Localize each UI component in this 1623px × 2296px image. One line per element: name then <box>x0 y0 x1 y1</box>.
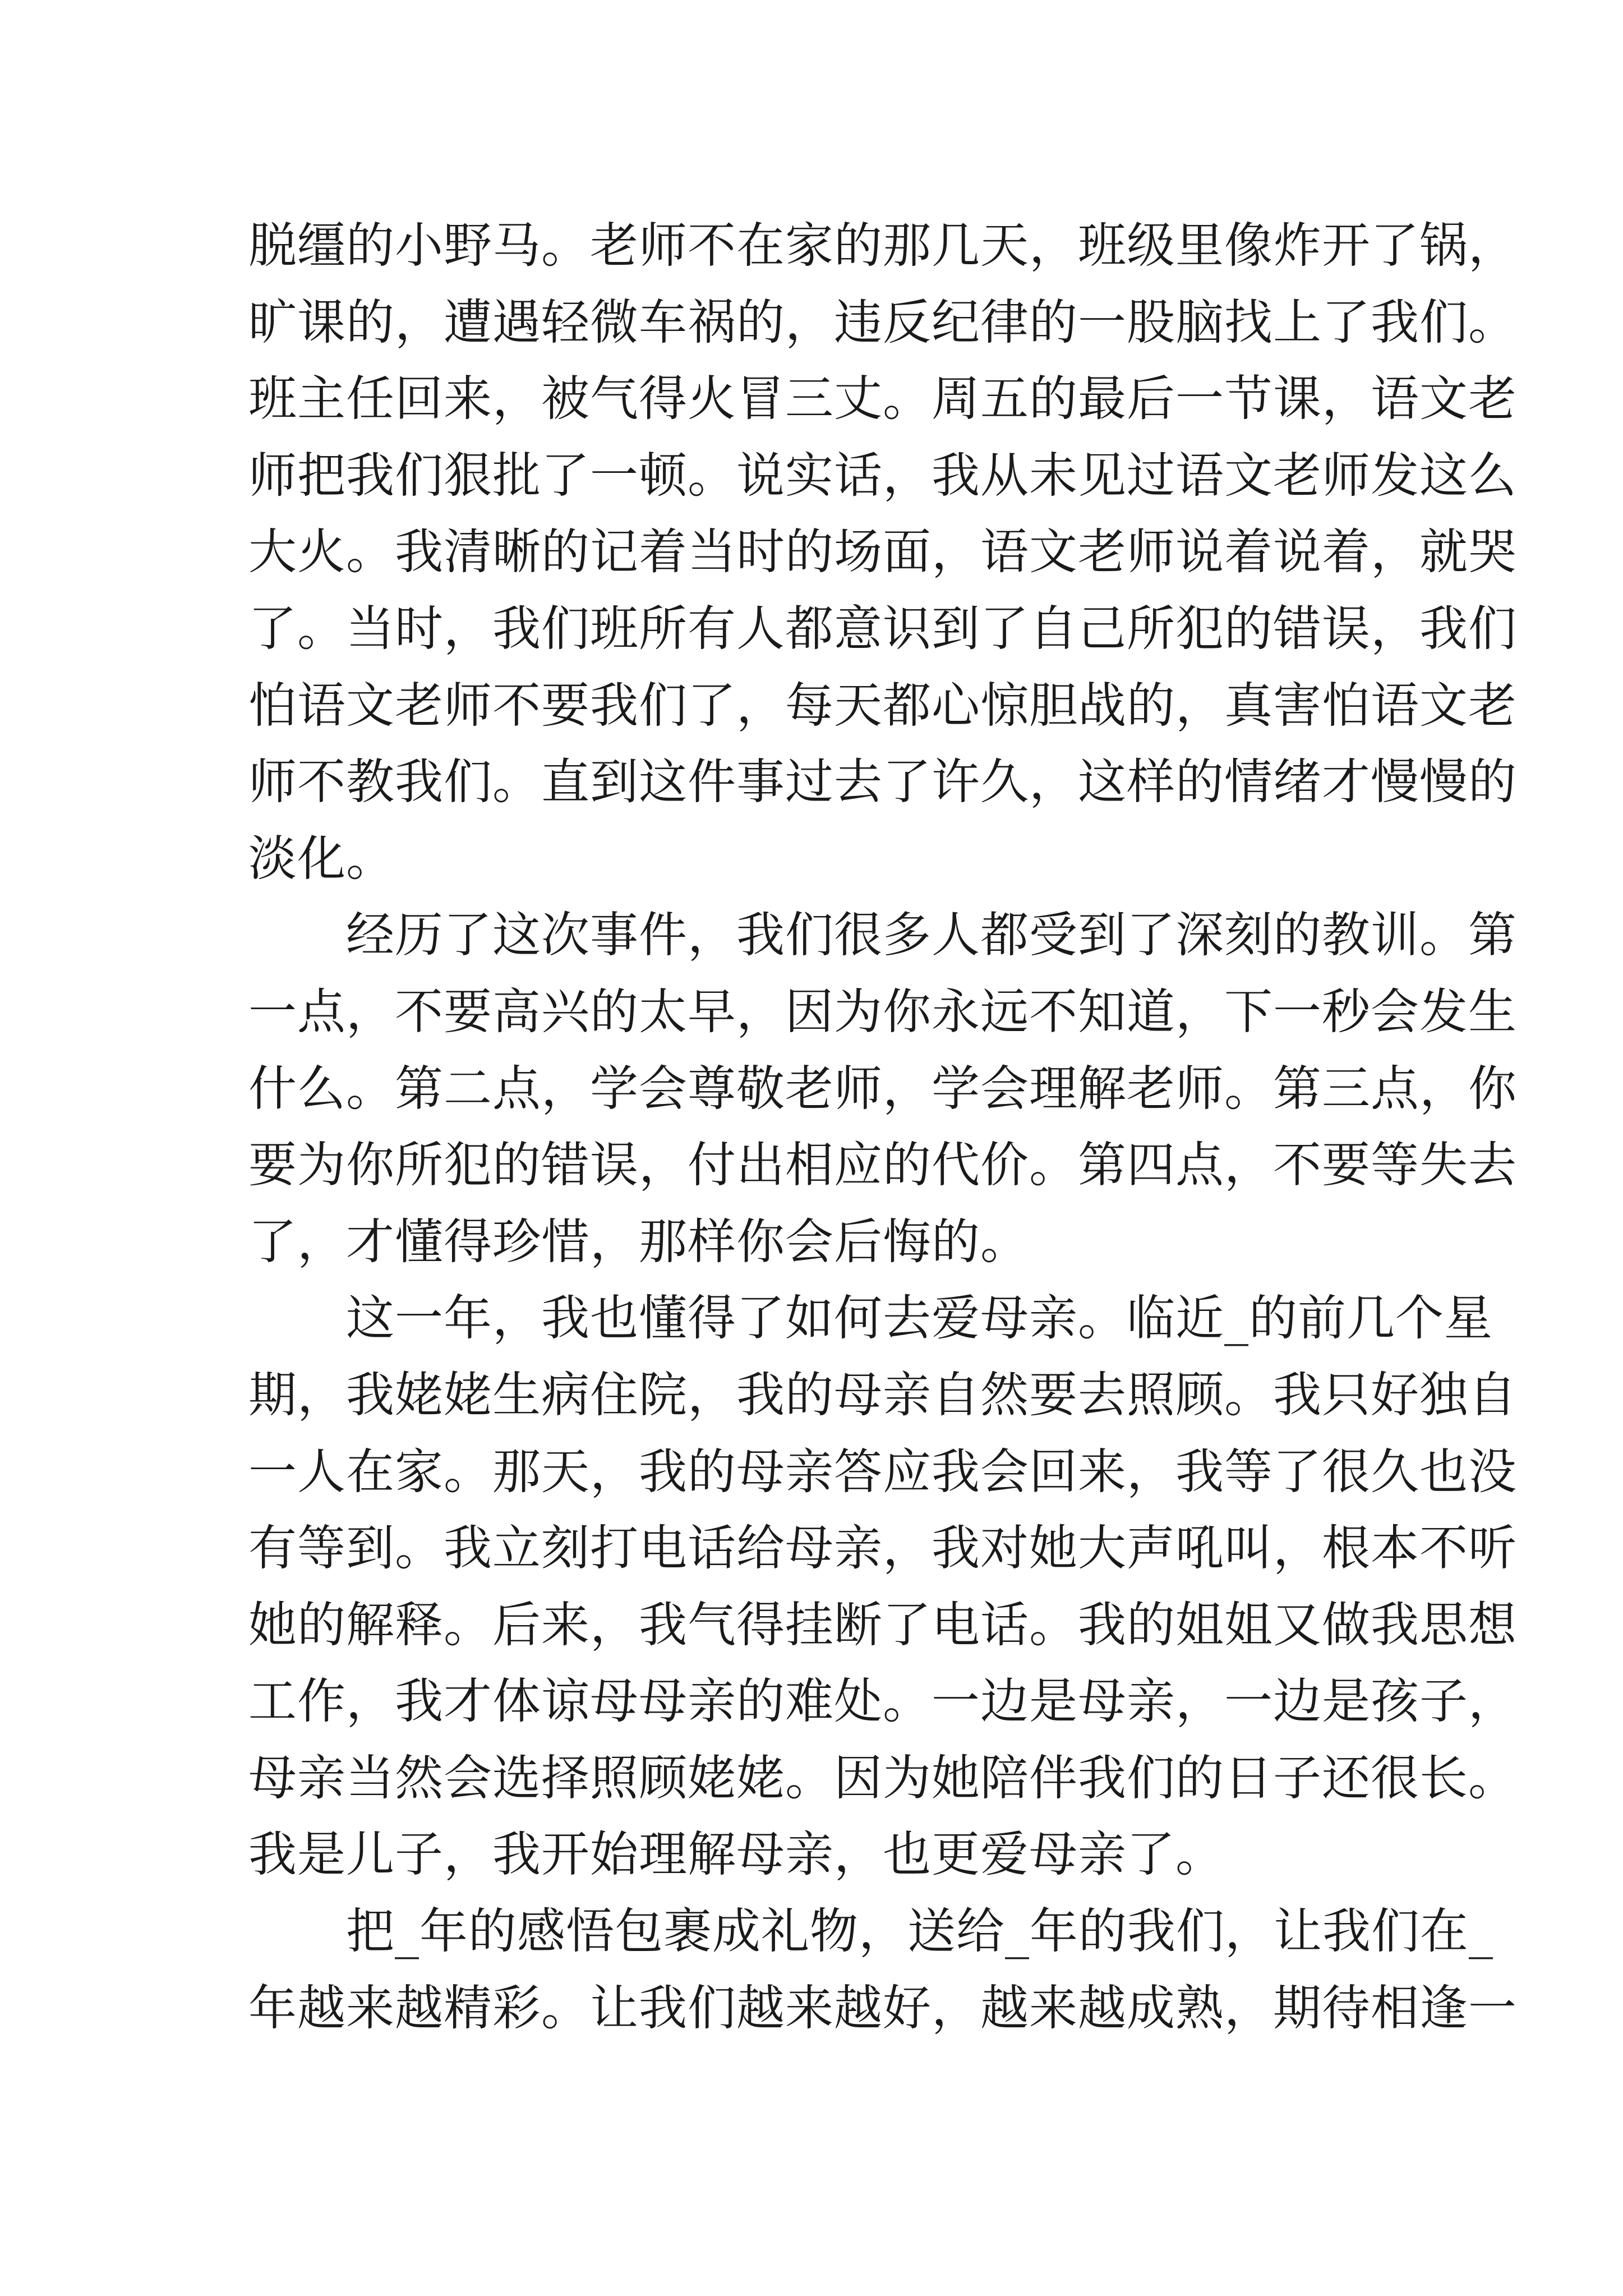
text-line: 期，我姥姥生病住院，我的母亲自然要去照顾。我只好独自 <box>248 1366 1517 1423</box>
text-line: 了。当时，我们班所有人都意识到了自己所犯的错误，我们 <box>248 600 1517 657</box>
text-line: 有等到。我立刻打电话给母亲，我对她大声吼叫，根本不听 <box>248 1520 1517 1577</box>
text-line: 淡化。 <box>248 830 395 887</box>
text-line: 脱缰的小野马。老师不在家的那几天，班级里像炸开了锅， <box>248 218 1517 274</box>
text-line: 班主任回来，被气得火冒三丈。周五的最后一节课，语文老 <box>248 371 1517 427</box>
text-line: 工作，我才体谅母母亲的难处。一边是母亲，一边是孩子， <box>248 1673 1517 1730</box>
body-text <box>248 208 1517 2046</box>
text-line: 年越来越精彩。让我们越来越好，越来越成熟，期待相逢一 <box>248 1980 1517 2036</box>
text-line: 了，才懂得珍惜，那样你会后悔的。 <box>248 1213 1029 1270</box>
text-line: 旷课的，遭遇轻微车祸的，违反纪律的一股脑找上了我们。 <box>248 294 1517 351</box>
text-line: 什么。第二点，学会尊敬老师，学会理解老师。第三点，你 <box>248 1060 1517 1117</box>
text-line: 要为你所犯的错误，付出相应的代价。第四点，不要等失去 <box>248 1137 1517 1194</box>
text-line: 一点，不要高兴的太早，因为你永远不知道，下一秒会发生 <box>248 983 1517 1040</box>
text-line: 大火。我清晰的记着当时的场面，语文老师说着说着，就哭 <box>248 524 1517 581</box>
text-line: 这一年，我也懂得了如何去爱母亲。临近_的前几个星 <box>248 1290 1493 1347</box>
text-line: 把_年的感悟包裹成礼物，送给_年的我们，让我们在_ <box>248 1903 1493 1960</box>
text-line: 师不教我们。直到这件事过去了许久，这样的情绪才慢慢的 <box>248 754 1517 811</box>
text-line: 经历了这次事件，我们很多人都受到了深刻的教训。第 <box>248 907 1517 964</box>
text-line: 师把我们狠批了一顿。说实话，我从未见过语文老师发这么 <box>248 447 1517 504</box>
text-line: 我是儿子，我开始理解母亲，也更爱母亲了。 <box>248 1826 1224 1883</box>
text-line: 一人在家。那天，我的母亲答应我会回来，我等了很久也没 <box>248 1443 1517 1500</box>
text-line: 怕语文老师不要我们了，每天都心惊胆战的，真害怕语文老 <box>248 677 1517 734</box>
text-line: 她的解释。后来，我气得挂断了电话。我的姐姐又做我思想 <box>248 1596 1517 1653</box>
text-line: 母亲当然会选择照顾姥姥。因为她陪伴我们的日子还很长。 <box>248 1750 1517 1806</box>
